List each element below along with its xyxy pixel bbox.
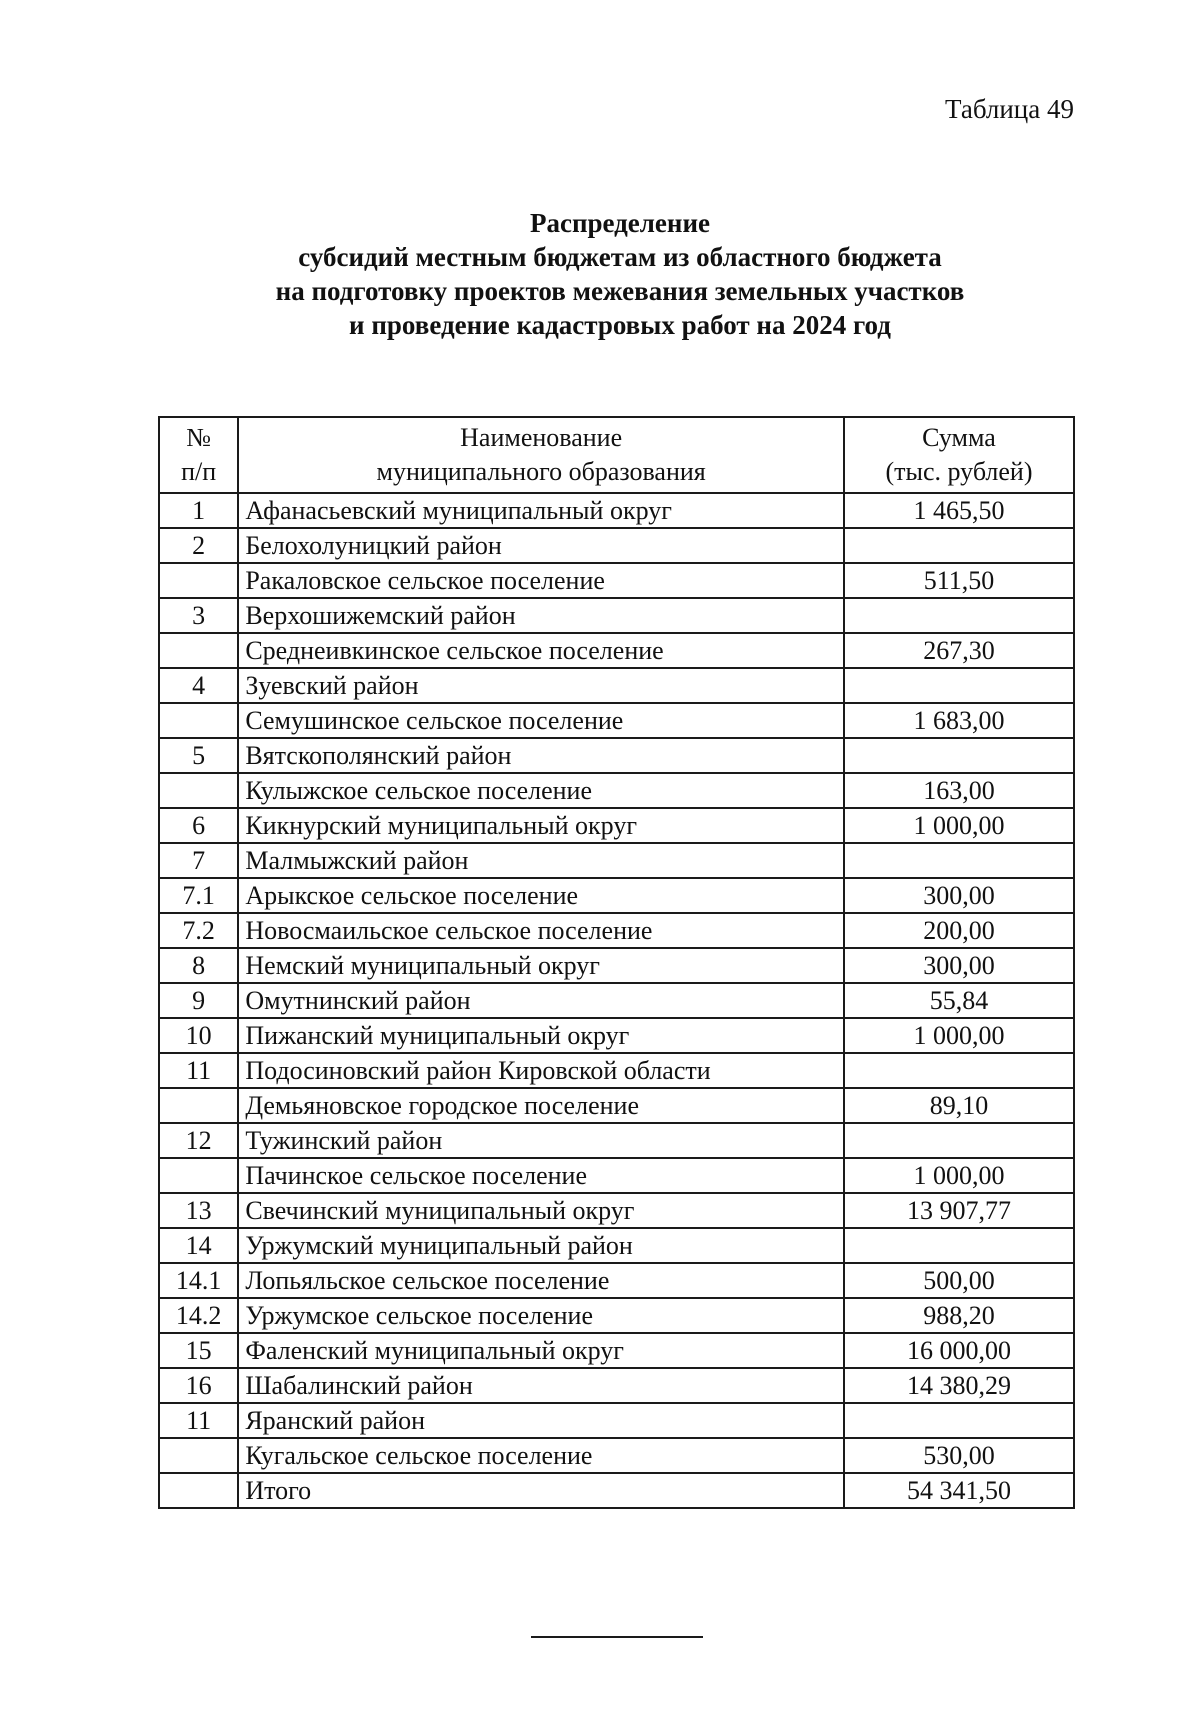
row-number-cell	[159, 703, 238, 738]
row-number-cell	[159, 1438, 238, 1473]
table-row	[159, 1123, 1074, 1158]
row-sum-cell: 511,50	[844, 563, 1074, 598]
row-sum-cell: 1 000,00	[844, 1018, 1074, 1053]
header-num-line: №	[186, 423, 212, 452]
row-sum-cell: 54 341,50	[844, 1473, 1074, 1508]
table-row	[159, 1333, 1074, 1368]
row-sum-cell: 300,00	[844, 948, 1074, 983]
row-number-cell	[159, 563, 238, 598]
table-row	[159, 1088, 1074, 1123]
row-number-cell: 16	[159, 1368, 238, 1403]
table-row	[159, 843, 1074, 878]
table-number: Таблица 49	[945, 94, 1074, 124]
row-number-cell: 12	[159, 1123, 238, 1158]
row-number-cell: 14	[159, 1228, 238, 1263]
row-number-cell: 14.1	[159, 1263, 238, 1298]
row-name-cell: Омутнинский район	[238, 983, 844, 1018]
subsidy-table	[158, 416, 1075, 1509]
table-row	[159, 528, 1074, 563]
table-row	[159, 1473, 1074, 1508]
row-sum-cell: 55,84	[844, 983, 1074, 1018]
row-name-cell: Свечинский муниципальный округ	[238, 1193, 844, 1228]
table-body	[159, 493, 1074, 1508]
row-name-cell: Фаленский муниципальный округ	[238, 1333, 844, 1368]
row-name-cell: Ракаловское сельское поселение	[238, 563, 844, 598]
row-number-cell: 11	[159, 1053, 238, 1088]
row-sum-cell	[844, 668, 1074, 703]
row-sum-cell: 14 380,29	[844, 1368, 1074, 1403]
row-name-cell: Семушинское сельское поселение	[238, 703, 844, 738]
row-name-cell: Арыкское сельское поселение	[238, 878, 844, 913]
row-name-cell: Новосмаильское сельское поселение	[238, 913, 844, 948]
row-name-cell: Тужинский район	[238, 1123, 844, 1158]
row-name-cell: Кикнурский муниципальный округ	[238, 808, 844, 843]
row-number-cell: 11	[159, 1403, 238, 1438]
row-number-cell	[159, 1088, 238, 1123]
row-sum-cell	[844, 1228, 1074, 1263]
row-number-cell: 10	[159, 1018, 238, 1053]
row-number-cell: 4	[159, 668, 238, 703]
row-sum-cell	[844, 1123, 1074, 1158]
row-name-cell: Белохолуницкий район	[238, 528, 844, 563]
row-number-cell: 7.1	[159, 878, 238, 913]
table-row	[159, 1438, 1074, 1473]
table-row	[159, 1193, 1074, 1228]
row-number-cell: 5	[159, 738, 238, 773]
row-sum-cell: 163,00	[844, 773, 1074, 808]
table-row	[159, 703, 1074, 738]
row-sum-cell: 89,10	[844, 1088, 1074, 1123]
header-name-line: муниципального образования	[376, 457, 706, 486]
row-name-cell: Шабалинский район	[238, 1368, 844, 1403]
row-name-cell: Вятскополянский район	[238, 738, 844, 773]
table-row	[159, 1053, 1074, 1088]
row-sum-cell: 530,00	[844, 1438, 1074, 1473]
row-sum-cell: 988,20	[844, 1298, 1074, 1333]
table-row	[159, 913, 1074, 948]
table-row	[159, 983, 1074, 1018]
row-sum-cell: 13 907,77	[844, 1193, 1074, 1228]
row-name-cell: Верхошижемский район	[238, 598, 844, 633]
row-sum-cell	[844, 843, 1074, 878]
row-number-cell	[159, 633, 238, 668]
table-row	[159, 1298, 1074, 1333]
table-row	[159, 1018, 1074, 1053]
row-sum-cell: 1 000,00	[844, 1158, 1074, 1193]
row-sum-cell: 1 000,00	[844, 808, 1074, 843]
row-number-cell: 3	[159, 598, 238, 633]
row-number-cell	[159, 773, 238, 808]
row-sum-cell: 16 000,00	[844, 1333, 1074, 1368]
row-name-cell: Лопьяльское сельское поселение	[238, 1263, 844, 1298]
row-name-cell: Кулыжское сельское поселение	[238, 773, 844, 808]
title-line: Распределение	[529, 208, 711, 238]
row-name-cell: Демьяновское городское поселение	[238, 1088, 844, 1123]
row-sum-cell: 1 465,50	[844, 493, 1074, 528]
header-sum	[844, 417, 1074, 493]
table-row	[159, 878, 1074, 913]
row-name-cell: Немский муниципальный округ	[238, 948, 844, 983]
row-sum-cell	[844, 1053, 1074, 1088]
table-row	[159, 948, 1074, 983]
row-name-cell: Уржумский муниципальный район	[238, 1228, 844, 1263]
row-number-cell: 1	[159, 493, 238, 528]
row-number-cell: 7.2	[159, 913, 238, 948]
title-line: и проведение кадастровых работ на 2024 год	[349, 310, 891, 340]
row-name-cell: Афанасьевский муниципальный округ	[238, 493, 844, 528]
table-row	[159, 633, 1074, 668]
row-name-cell: Пачинское сельское поселение	[238, 1158, 844, 1193]
table-row	[159, 493, 1074, 528]
row-sum-cell	[844, 1403, 1074, 1438]
title-line: субсидий местным бюджетам из областного бюджета	[298, 242, 942, 272]
table-row	[159, 738, 1074, 773]
row-number-cell: 13	[159, 1193, 238, 1228]
row-sum-cell	[844, 598, 1074, 633]
row-name-cell: Пижанский муниципальный округ	[238, 1018, 844, 1053]
table-row	[159, 668, 1074, 703]
row-number-cell	[159, 1473, 238, 1508]
row-number-cell: 14.2	[159, 1298, 238, 1333]
row-name-cell: Зуевский район	[238, 668, 844, 703]
table-row	[159, 1228, 1074, 1263]
table-row	[159, 563, 1074, 598]
row-name-cell: Уржумское сельское поселение	[238, 1298, 844, 1333]
table-row	[159, 1158, 1074, 1193]
row-number-cell: 15	[159, 1333, 238, 1368]
row-name-cell: Итого	[238, 1473, 844, 1508]
row-number-cell	[159, 1158, 238, 1193]
header-name-line: Наименование	[460, 423, 623, 452]
header-num	[159, 417, 238, 493]
row-number-cell: 6	[159, 808, 238, 843]
table-row	[159, 1368, 1074, 1403]
row-number-cell: 9	[159, 983, 238, 1018]
row-name-cell: Подосиновский район Кировской области	[238, 1053, 844, 1088]
row-sum-cell: 500,00	[844, 1263, 1074, 1298]
header-sum-line: (тыс. рублей)	[885, 457, 1033, 486]
header-sum-line: Сумма	[922, 423, 996, 452]
row-name-cell: Яранский район	[238, 1403, 844, 1438]
header-name	[238, 417, 844, 493]
footer-divider	[531, 1636, 703, 1638]
row-sum-cell: 267,30	[844, 633, 1074, 668]
row-sum-cell: 300,00	[844, 878, 1074, 913]
row-sum-cell	[844, 738, 1074, 773]
table-row	[159, 598, 1074, 633]
table-header-row	[159, 417, 1074, 493]
row-number-cell: 7	[159, 843, 238, 878]
header-num-line: п/п	[181, 457, 217, 486]
table-row	[159, 1403, 1074, 1438]
row-sum-cell	[844, 528, 1074, 563]
row-name-cell: Малмыжский район	[238, 843, 844, 878]
row-name-cell: Среднеивкинское сельское поселение	[238, 633, 844, 668]
title-line: на подготовку проектов межевания земельных участков	[275, 276, 965, 306]
row-sum-cell: 200,00	[844, 913, 1074, 948]
document-title	[0, 206, 1200, 342]
table-row	[159, 1263, 1074, 1298]
row-sum-cell: 1 683,00	[844, 703, 1074, 738]
table-row	[159, 808, 1074, 843]
row-number-cell: 2	[159, 528, 238, 563]
row-name-cell: Кугальское сельское поселение	[238, 1438, 844, 1473]
row-number-cell: 8	[159, 948, 238, 983]
table-row	[159, 773, 1074, 808]
